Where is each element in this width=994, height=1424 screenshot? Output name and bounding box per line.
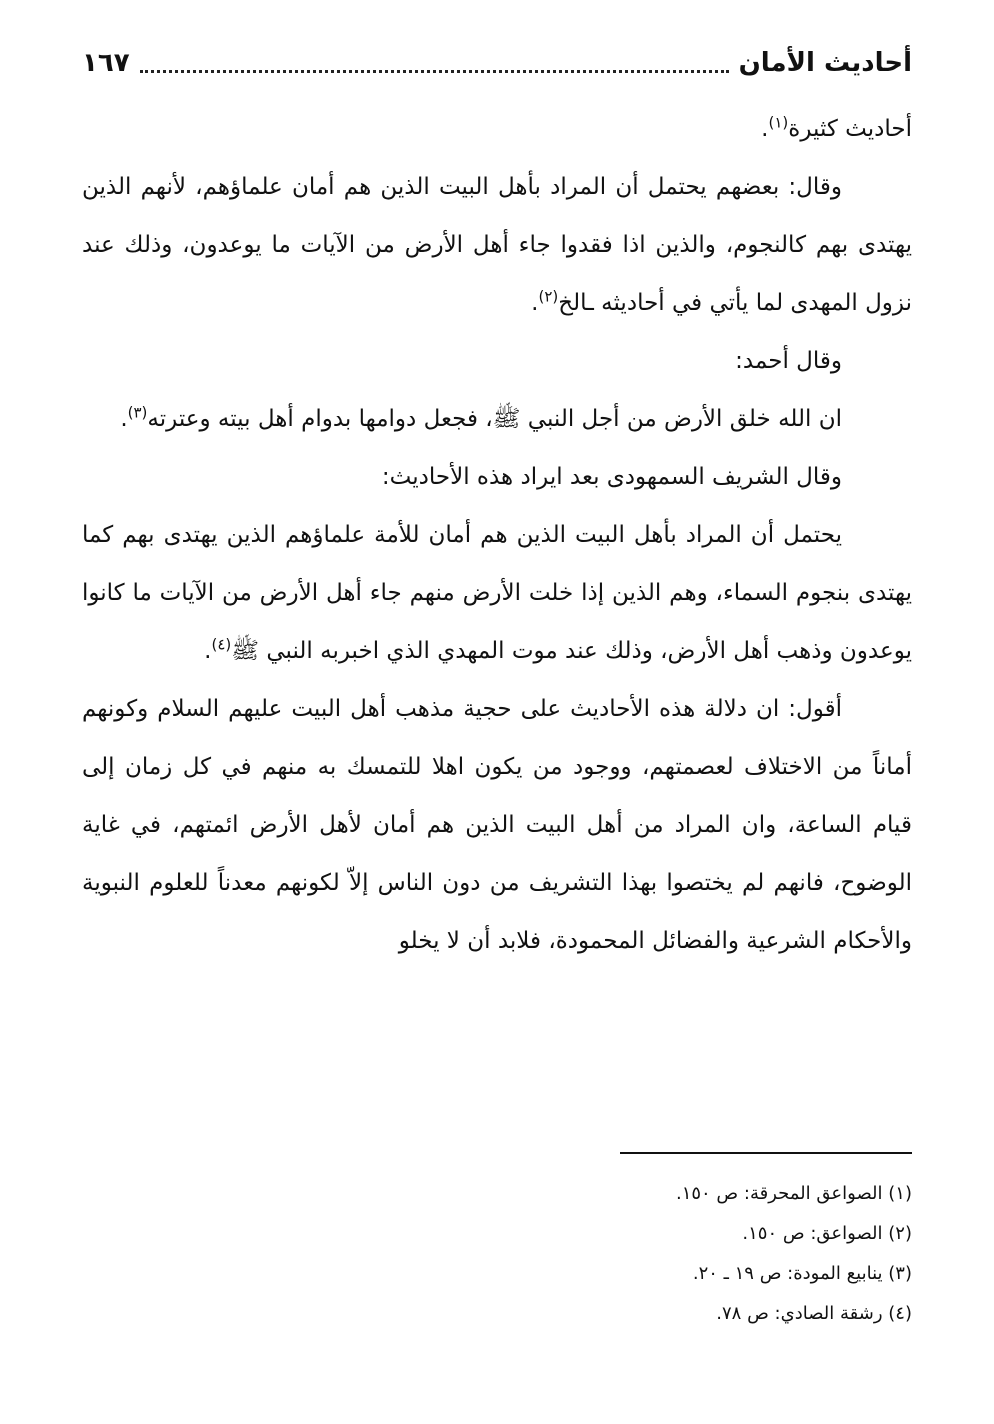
- paragraph: أحاديث كثيرة$^{(١)}$.: [761, 113, 912, 142]
- running-header: [82, 38, 912, 88]
- footnotes: [82, 1174, 912, 1334]
- footnote: (٣) ينابيع المودة: ص ١٩ ـ ٢٠.: [692, 1263, 912, 1284]
- footnote-marker: (٢): [538, 287, 559, 306]
- header-dot-leader: [140, 70, 729, 73]
- paragraph: وقال: بعضهم يحتمل أن المراد بأهل البيت الذين هم أمان علماؤهم، لأنهم الذين يهتدى بهم كالنجوم، والذين اذا فقدوا جاء أهل الأرض من الآيات ما يوعدون، وذلك عند نزول المهدى لما يأتي في أحاديثه ـالخ$^{(٢)}$.: [82, 174, 912, 316]
- paragraph: وقال الشريف السمهودى بعد ايراد هذه الأحاديث:: [381, 464, 842, 490]
- chapter-title: أحاديث الأمان: [738, 48, 912, 78]
- footnote-marker: (٤): [211, 635, 232, 654]
- main-text: [82, 100, 912, 970]
- paragraph: ان الله خلق الأرض من أجل النبي ﷺ، فجعل دوامها بدوام أهل بيته وعترته$^{(٣)}$.: [120, 403, 842, 432]
- footnote: (٤) رشقة الصادي: ص ٧٨.: [716, 1303, 912, 1324]
- paragraph: وقال أحمد:: [735, 348, 842, 374]
- footnote: (٢) الصواعق: ص ١٥٠.: [742, 1223, 912, 1244]
- footnote-separator: [620, 1152, 912, 1154]
- footnote-marker: (٣): [127, 403, 148, 422]
- page-number: ١٦٧: [82, 48, 130, 78]
- paragraph: أقول: ان دلالة هذه الأحاديث على حجية مذهب أهل البيت عليهم السلام وكونهم أماناً من الاختلاف لعصمتهم، ووجود من يكون اهلا للتمسك به منهم في كل زمان إلى قيام الساعة، وان المراد من أهل البيت الذين هم أمان لأهل الأرض ائمتهم، في غاية الوضوح، فانهم لم يختصوا بهذا التشريف من دون الناس إلاّ لكونهم معدناً للعلوم النبوية والأحكام الشرعية والفضائل المحمودة، فلابد أن لا يخلو: [82, 696, 912, 954]
- paragraph: يحتمل أن المراد بأهل البيت الذين هم أمان للأمة علماؤهم الذين يهتدى بهم كما يهتدى بنجوم السماء، وهم الذين إذا خلت الأرض منهم جاء أهل الأرض من الآيات ما كانوا يوعدون وذهب أهل الأرض، وذلك عند موت المهدي الذي اخبربه النبي ﷺ$^{(٤)}$.: [82, 522, 912, 664]
- footnote: (١) الصواعق المحرقة: ص ١٥٠.: [675, 1183, 912, 1204]
- footnote-marker: (١): [768, 113, 789, 132]
